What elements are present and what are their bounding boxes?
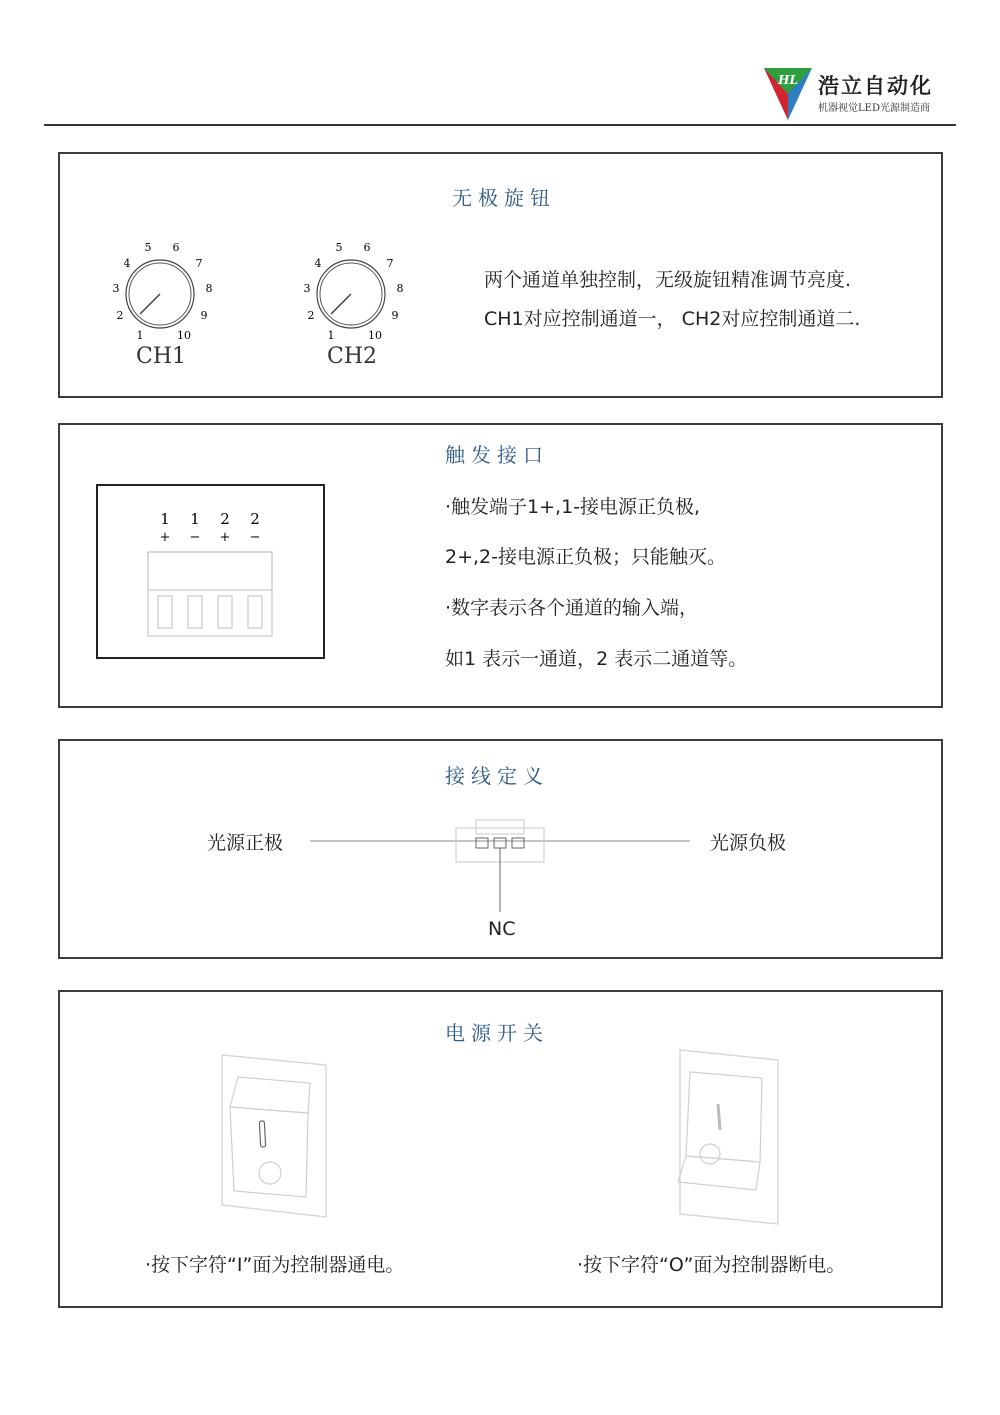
knob-ch2-tick-5: 5 (335, 241, 343, 254)
terminal-2-number: 1 (190, 510, 200, 528)
knob-ch2 (291, 232, 411, 372)
knob-ch2-label: CH2 (326, 344, 378, 369)
power-off-caption: ·按下字符“O”面为控制器断电。 (577, 1254, 846, 1276)
terminal-4-polarity: − (249, 530, 261, 545)
knob-ch2-tick-2: 2 (307, 309, 315, 322)
knob-ch1-tick-10: 10 (177, 329, 191, 342)
terminal-1-polarity: + (159, 530, 171, 545)
terminal-1-number: 1 (160, 510, 170, 528)
terminal-3-polarity: + (219, 530, 231, 545)
knob-ch1-tick-3: 3 (112, 282, 120, 295)
knob-ch1-tick-1: 1 (136, 329, 144, 342)
trigger-section-title: 触发接口 (445, 443, 549, 467)
trigger-line-1: ·触发端子1+,1-接电源正负极, (445, 496, 701, 518)
switch-on-diagram (210, 1045, 340, 1225)
knob-ch1 (100, 232, 220, 372)
knob-ch2-tick-1: 1 (327, 329, 335, 342)
knob-ch1-tick-6: 6 (172, 241, 180, 254)
knob-ch1-tick-7: 7 (195, 257, 203, 270)
connector-pin-middle (494, 838, 506, 848)
switch-off-bezel (680, 1050, 778, 1224)
header-divider (44, 124, 956, 126)
knob-ch1-tick-8: 8 (205, 282, 213, 295)
knob-ch2-tick-10: 10 (368, 329, 382, 342)
switch-off-rocker-face (686, 1072, 762, 1162)
knob-ch1-label: CH1 (135, 344, 187, 369)
terminal-2-polarity: − (189, 530, 201, 545)
wiring-right-label: 光源负极 (710, 832, 787, 854)
switch-on-o-symbol (259, 1162, 281, 1184)
wiring-section-title: 接线定义 (445, 764, 549, 788)
switch-off-diagram (668, 1042, 788, 1228)
terminal-block-diagram (96, 484, 325, 659)
trigger-line-4: 如1 表示一通道，2 表示二通道等。 (445, 648, 748, 670)
knob-desc-line-2: CH1对应控制通道一， CH2对应控制通道二. (484, 308, 861, 330)
switch-off-i-symbol (718, 1104, 720, 1130)
wiring-left-label: 光源正极 (207, 832, 284, 854)
knob-ch2-tick-4: 4 (314, 257, 322, 270)
wiring-nc-label: NC (488, 918, 516, 940)
knob-ch2-tick-7: 7 (386, 257, 394, 270)
knob-ch1-tick-5: 5 (144, 241, 152, 254)
knob-ch2-pointer (331, 294, 351, 314)
trigger-line-2: 2+,2-接电源正负极；只能触灭。 (445, 546, 726, 568)
terminal-frame (97, 485, 324, 658)
knob-ch1-pointer (140, 294, 160, 314)
brand-name: 浩立自动化 (818, 74, 933, 98)
knob-ch2-tick-3: 3 (303, 282, 311, 295)
terminal-4-number: 2 (250, 510, 260, 528)
connector-pin-right (512, 838, 524, 848)
connector-latch (476, 820, 524, 834)
switch-off-rocker-bottom (678, 1156, 760, 1190)
power-on-caption: ·按下字符“I”面为控制器通电。 (145, 1254, 405, 1276)
power-section-title: 电源开关 (445, 1021, 549, 1045)
brand-tagline: 机器视觉LED光源制造商 (818, 103, 930, 114)
trigger-line-3: ·数字表示各个通道的输入端， (445, 597, 699, 619)
logo-text: HL (778, 73, 798, 87)
switch-on-i-symbol (259, 1121, 265, 1147)
knob-ch2-tick-6: 6 (363, 241, 371, 254)
knob-section-title: 无极旋钮 (452, 186, 556, 210)
knob-ch2-tick-8: 8 (396, 282, 404, 295)
knob-ch1-tick-2: 2 (116, 309, 124, 322)
terminal-3-number: 2 (220, 510, 230, 528)
knob-desc-line-1: 两个通道单独控制，无级旋钮精准调节亮度. (484, 269, 852, 291)
knob-ch2-tick-9: 9 (391, 309, 399, 322)
switch-off-o-symbol (700, 1144, 720, 1164)
wiring-diagram (300, 810, 700, 920)
company-logo (762, 60, 814, 122)
knob-ch1-tick-4: 4 (123, 257, 131, 270)
knob-ch1-tick-9: 9 (200, 309, 208, 322)
connector-pin-left (476, 838, 488, 848)
